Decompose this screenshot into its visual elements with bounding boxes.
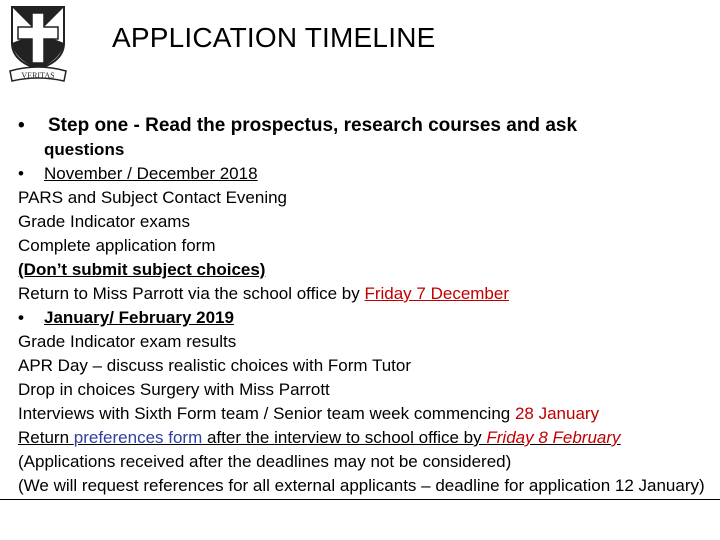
step-one-continued: questions (44, 140, 125, 159)
list-item: Complete application form (18, 236, 216, 255)
references-note: (We will request references for all external applicants – deadline for application 12 January) (18, 476, 705, 495)
step-one-item (18, 114, 718, 138)
step-one-text: Step one - Read the prospectus, research courses and ask (48, 115, 578, 136)
applications-note: (Applications received after the deadlines may not be considered) (18, 452, 512, 471)
list-item: Drop in choices Surgery with Miss Parrott (18, 380, 330, 399)
return-deadline-2 (18, 426, 718, 450)
bullet: • (18, 164, 24, 183)
divider (0, 499, 720, 500)
bullet: • (18, 308, 24, 327)
page-title: APPLICATION TIMELINE (112, 22, 436, 53)
logo-motto: VERITAS (21, 71, 55, 80)
return-text: Return to Miss Parrott via the school office by (18, 284, 365, 303)
list-item: Grade Indicator exams (18, 212, 190, 231)
deadline-date: Friday 7 December (364, 284, 510, 303)
january-february-heading: January/ February 2019 (44, 308, 234, 327)
list-item: PARS and Subject Contact Evening (18, 188, 288, 207)
return-deadline-1 (18, 282, 718, 306)
november-december-item (18, 162, 718, 186)
dont-submit-note: (Don’t submit subject choices) (18, 260, 266, 279)
list-item: Grade Indicator exam results (18, 332, 237, 351)
school-crest-logo (6, 3, 70, 87)
preferences-form-link[interactable]: preferences form (73, 428, 203, 447)
bullet: • (18, 115, 25, 136)
interviews-text: Interviews with Sixth Form team / Senior team week commencing (18, 404, 515, 423)
interviews-date: 28 January (514, 404, 600, 423)
return-pre: Return (18, 428, 74, 447)
deadline-date: Friday 8 February (486, 428, 621, 447)
list-item: APR Day – discuss realistic choices with Form Tutor (18, 356, 412, 375)
november-december-heading: November / December 2018 (44, 164, 258, 183)
timeline-content (18, 114, 718, 498)
interviews-item (18, 402, 718, 426)
return-mid: after the interview to school office by (202, 428, 487, 447)
january-february-item (18, 306, 718, 330)
